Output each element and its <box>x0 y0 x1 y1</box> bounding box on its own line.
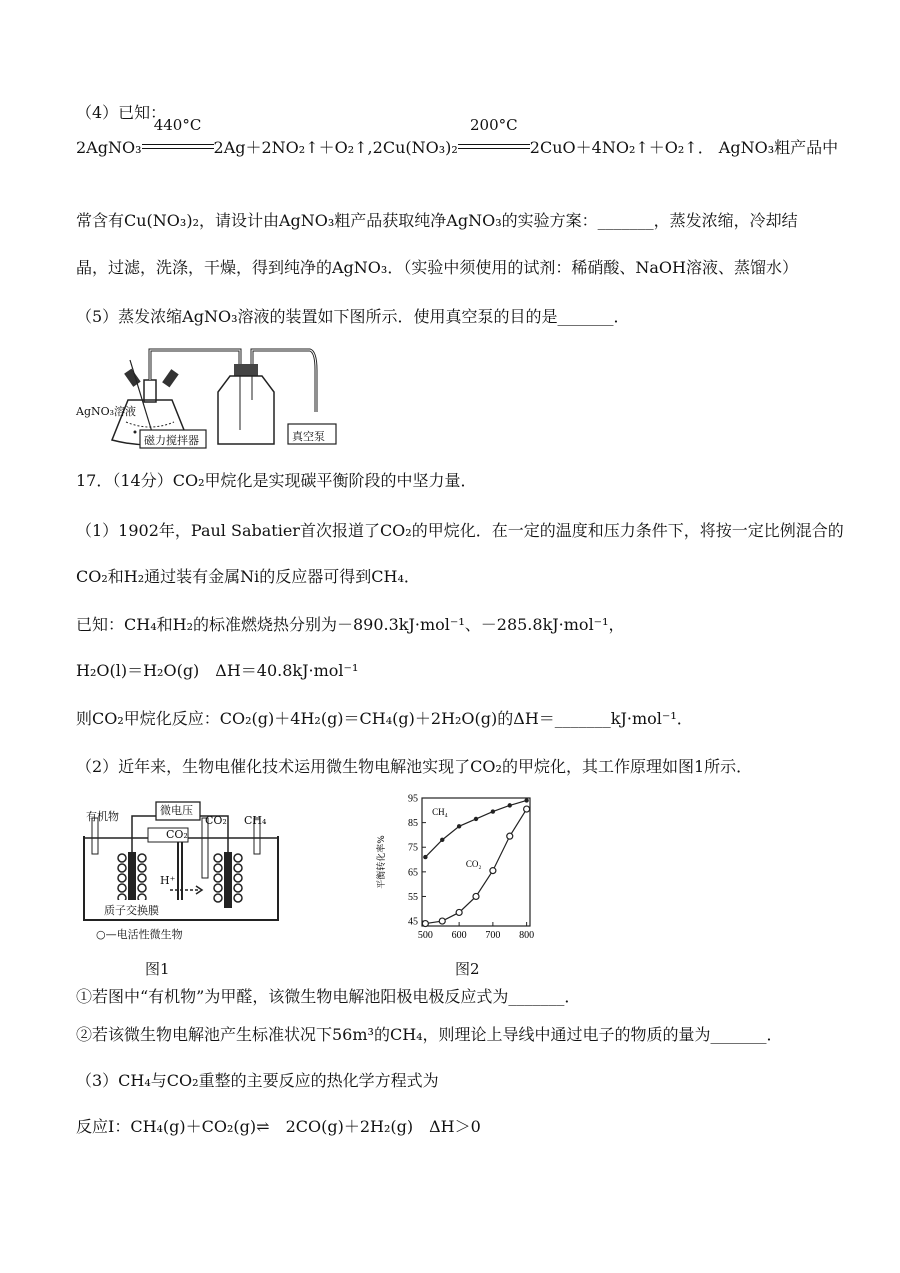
x-tick-label: 700 <box>485 930 501 941</box>
eq-tail: AgNO₃粗产品中 <box>718 138 839 157</box>
x-tick-label: 800 <box>519 930 535 941</box>
eq1-rhs: 2Ag＋2NO₂↑＋O₂↑, <box>213 138 373 157</box>
apparatus-solution-label: AgNO₃溶液 <box>76 405 137 418</box>
y-tick-label: 95 <box>408 793 418 805</box>
q17-ask: 则CO₂甲烷化反应：CO₂(g)＋4H₂(g)＝CH₄(g)＋2H₂O(g)的ΔH＝_______kJ·mol⁻¹． <box>76 709 693 728</box>
co2-series-label: CO₂ <box>465 858 482 869</box>
y-tick-label: 85 <box>408 818 418 830</box>
ch4-point <box>423 855 427 859</box>
q17-title: 17．（14分）CO₂甲烷化是实现碳平衡阶段的中坚力量． <box>76 471 477 490</box>
ch4-point <box>491 809 495 813</box>
q17-p3-line1: （3）CH₄与CO₂重整的主要反应的热化学方程式为 <box>76 1071 439 1090</box>
q17-p2-line1: （2）近年来，生物电催化技术运用微生物电解池实现了CO₂的甲烷化，其工作原理如图1所示． <box>76 757 753 776</box>
fig1-legend: ○—电活性微生物 <box>96 928 183 941</box>
q17-p3-line2: 反应Ⅰ：CH₄(g)＋CO₂(g)⇌ 2CO(g)＋2H₂(g) ΔH＞0 <box>76 1117 481 1136</box>
co2-point <box>422 921 428 927</box>
q17-p1-line2: CO₂和H₂通过装有金属Ni的反应器可得到CH₄． <box>76 567 420 586</box>
ch4-point <box>524 798 528 802</box>
x-tick-label: 600 <box>451 930 467 941</box>
eq1-lhs: 2AgNO₃ <box>76 138 142 157</box>
q4-line3: 晶，过滤，洗涤，干燥，得到纯净的AgNO₃．（实验中须使用的试剂：稀硝酸、NaOH溶液、蒸馏水） <box>76 258 798 277</box>
ch4-point <box>474 817 478 821</box>
co2-point <box>439 918 445 924</box>
q17-p1-line1: （1）1902年，Paul Sabatier首次报道了CO₂的甲烷化．在一定的温度和压力条件下，将按一定比例混合的 <box>76 521 844 540</box>
q5-line: （5）蒸发浓缩AgNO₃溶液的装置如下图所示．使用真空泵的目的是_______． <box>76 307 630 326</box>
co2-point <box>473 893 479 899</box>
fig1-caption: 图1 <box>145 960 170 978</box>
co2-point <box>490 868 496 874</box>
eq2-condition: 200°C <box>469 116 518 134</box>
q4-line2: 常含有Cu(NO₃)₂，请设计由AgNO₃粗产品获取纯净AgNO₃的实验方案：_______，蒸发浓缩，冷却结 <box>76 211 798 230</box>
eq2-arrow <box>458 116 530 158</box>
y-tick-label: 75 <box>408 842 418 854</box>
ch4-point <box>440 838 444 842</box>
ch4-point <box>508 803 512 807</box>
q17-sub1: ①若图中“有机物”为甲醛，该微生物电解池阳极电极反应式为_______． <box>76 987 581 1006</box>
eq2-lhs: 2Cu(NO₃)₂ <box>372 138 458 157</box>
q4-equations <box>76 116 839 175</box>
eq1-condition: 440°C <box>153 116 202 134</box>
x-tick-label: 500 <box>417 930 433 941</box>
q17-water: H₂O(l)＝H₂O(g) ΔH＝40.8kJ·mol⁻¹ <box>76 661 359 680</box>
figure2-chart <box>370 790 540 950</box>
q17-known: 已知：CH₄和H₂的标准燃烧热分别为－890.3kJ·mol⁻¹、－285.8kJ·mol⁻¹， <box>76 615 625 634</box>
y-axis-label: 平衡转化率% <box>377 835 387 889</box>
fig2-caption: 图2 <box>455 960 480 978</box>
ch4-series-label: CH₄ <box>432 807 448 818</box>
fig1-co2-in-label: CO₂ <box>166 828 188 841</box>
fig1-voltage-label: 微电压 <box>160 804 193 817</box>
fig1-membrane-label: 质子交换膜 <box>104 904 159 917</box>
ch4-point <box>457 824 461 828</box>
y-tick-label: 45 <box>408 916 418 928</box>
co2-point <box>524 806 530 812</box>
eq2-rhs: 2CuO＋4NO₂↑＋O₂↑． <box>529 138 714 157</box>
co2-point <box>456 909 462 915</box>
fig1-organic-label: 有机物 <box>86 810 119 823</box>
q17-sub2: ②若该微生物电解池产生标准状况下56m³的CH₄，则理论上导线中通过电子的物质的量为_______． <box>76 1025 783 1044</box>
co2-point <box>507 833 513 839</box>
fig1-hplus-label: H⁺ <box>160 874 176 887</box>
q4-label: （4）已知： <box>76 103 167 122</box>
eq1-arrow <box>142 116 214 158</box>
y-tick-label: 65 <box>408 867 418 879</box>
apparatus-pump-label: 真空泵 <box>292 430 325 443</box>
y-tick-label: 55 <box>408 891 418 903</box>
fig1-ch4-label: CH₄ <box>244 814 267 827</box>
apparatus-stirrer-label: 磁力搅拌器 <box>144 434 199 447</box>
fig1-co2-out-label: CO₂ <box>205 814 227 827</box>
